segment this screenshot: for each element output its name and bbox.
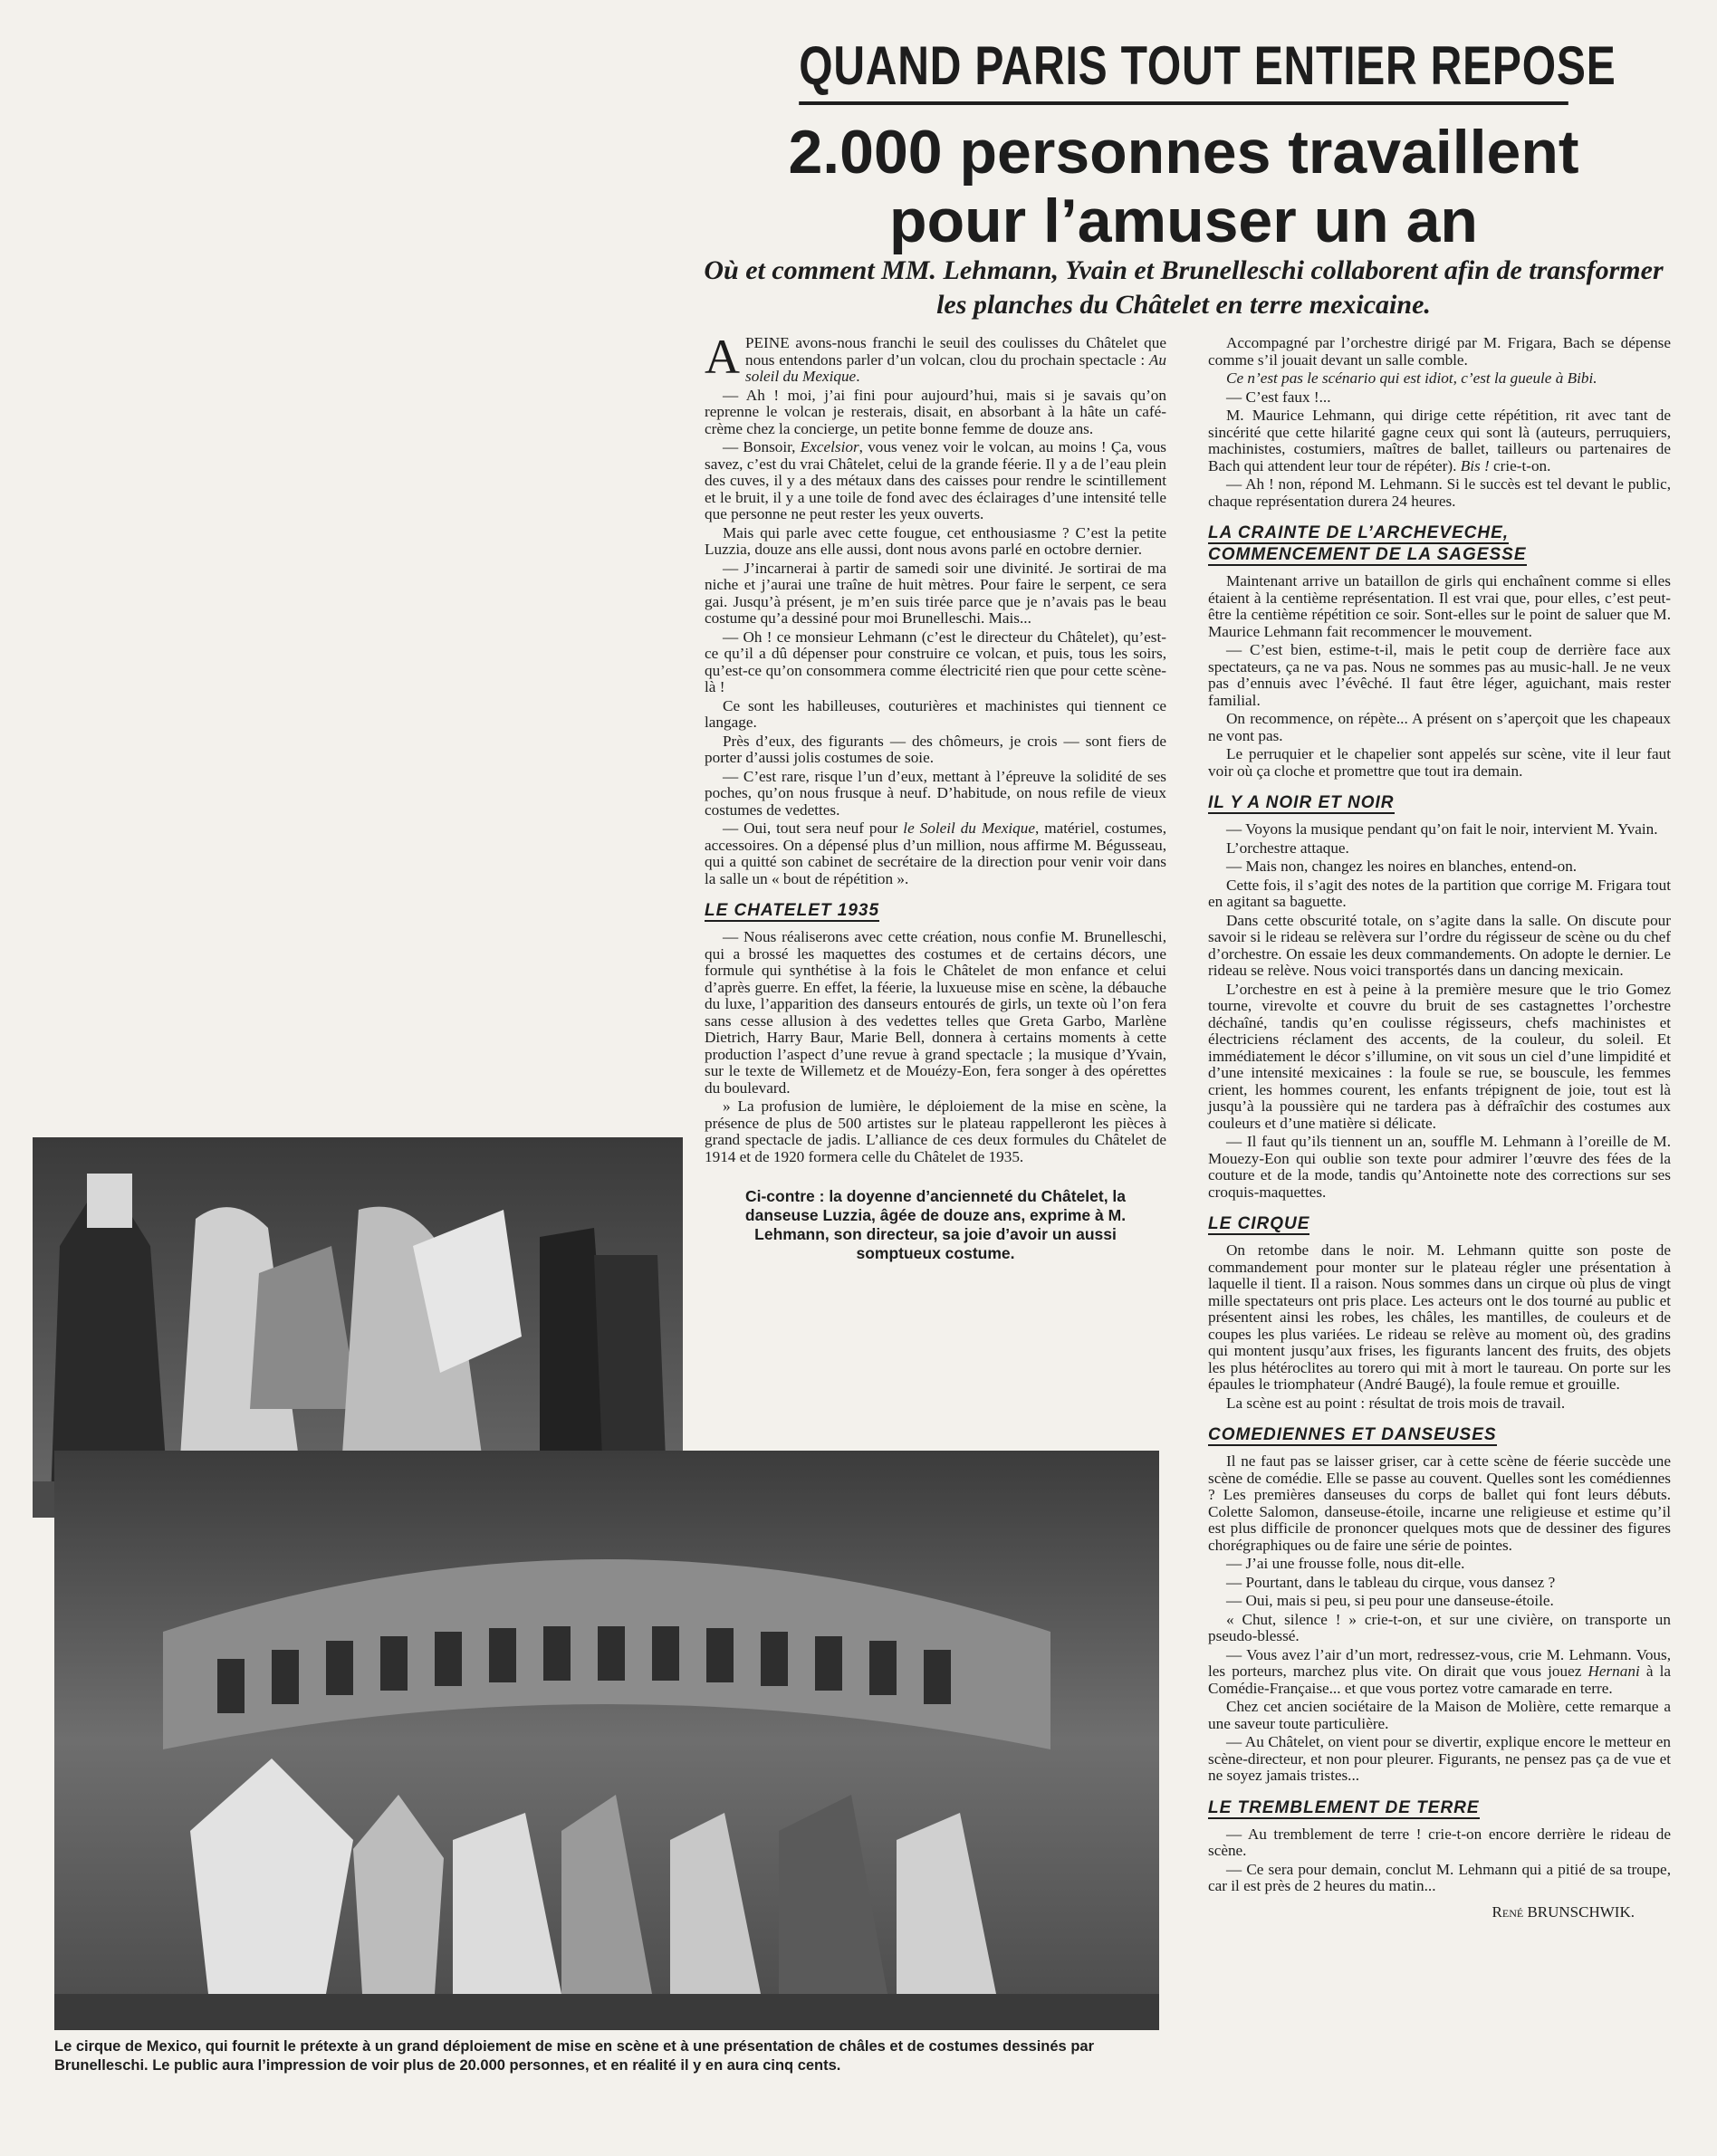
section-heading: LE CHATELET 1935	[705, 901, 880, 920]
paragraph: Ce sont les habilleuses, couturières et machinistes qui tiennent ce langage.	[705, 696, 1166, 731]
quote-line: Ce n’est pas le scénario qui est idiot, c’est la gueule à Bibi.	[1226, 369, 1597, 387]
photo-cirque-de-mexico	[54, 1451, 1159, 2030]
section-heading: LE TREMBLEMENT DE TERRE	[1208, 1797, 1480, 1817]
section-heading: LE CIRQUE	[1208, 1214, 1310, 1233]
photo-caption-luzzia: Ci-contre : la doyenne d’ancienneté du Châtelet, la danseuse Luzzia, âgée de douze ans, exprime à M. Lehmann, son directeur, sa joie d’avoir un aussi somptueux costume.	[744, 1187, 1127, 1262]
paragraph: Près d’eux, des figurants — des chômeurs, je crois — sont fiers de porter d’aussi jolis costumes de soie.	[705, 732, 1166, 766]
paragraph: M. Maurice Lehmann, qui dirige cette répétition, rit avec tant de sincérité que cette hilarité gagne ceux qui sont là (auteurs, perruquiers, machinistes, costumiers, maîtres de ballet, tailleurs ou partenaires de Bach qui attendent leur tour de répéter). Bis ! crie-t-on.	[1208, 407, 1671, 474]
paragraph: — Mais non, changez les noires en blanches, entend-on.	[1226, 858, 1578, 875]
paragraph: Maintenant arrive un bataillon de girls qui enchaînent comme si elles étaient à la centième représentation. Il est vrai que, pour elles, c’est peut-être la centième répétition ce soir. Sont-elles sur le point de saluer que M. Maurice Lehmann fait recommencer le mouvement.	[1208, 572, 1671, 640]
photo-caption-cirque: Le cirque de Mexico, qui fournit le prétexte à un grand déploiement de mise en scène et à une présentation de châles et de costumes dessinés par Brunelleschi. Le public aura l’impression de voir plus de 20.000 personnes, et en réalité il y en aura cinq cents.	[54, 2038, 1094, 2074]
paragraph: Mais qui parle avec cette fougue, cet enthousiasme ? C’est la petite Luzzia, douze ans elle aussi, dont nous avons parlé en octobre dernier.	[705, 523, 1166, 558]
paragraph: — Bonsoir, Excelsior, vous venez voir le volcan, au moins ! Ça, vous savez, c’est du vrai Châtelet, celui de la grande féerie. Il y a de l’eau plein des cuves, il y a des métaux dans des caisses pour rendre le scintillement et le bruit, il y a une toile de fond avec des éclairages d’une intensité telle que personne ne peut rester les yeux ouverts.	[705, 438, 1166, 522]
paragraph: — C’est bien, estime-t-il, mais le petit coup de derrière face aux spectateurs, ça ne va pas. Nous ne sommes pas au music-hall. Je ne veux pas d’ennuis avec l’évêché. Il faut être léger, aguichant, mais rester familial.	[1208, 641, 1671, 709]
article-column-1	[705, 330, 1167, 1263]
section-heading: IL Y A NOIR ET NOIR	[1208, 793, 1395, 812]
paragraph: Il ne faut pas se laisser griser, car à cette scène de féerie succède une scène de comédie. Elle se passe au couvent. Quelles sont les comédiennes ? Les premières danseuses du corps de ballet qui font leurs débuts. Colette Salomon, danseuse-étoile, incarne une religieuse et estime qu’il est plus difficile de prononcer quelques mots que de dessiner des figures chorégraphiques ou de faire une série de pointes.	[1208, 1452, 1671, 1554]
paragraph: Le perruquier et le chapelier sont appelés sur scène, vite il leur faut voir où ça cloche et promettre que tout ira demain.	[1208, 745, 1671, 780]
paragraph: — Voyons la musique pendant qu’on fait le noir, intervient M. Yvain.	[1226, 820, 1658, 838]
paragraph: — Ah ! non, répond M. Lehmann. Si le succès est tel devant le public, chaque représentation durera 24 heures.	[1208, 475, 1671, 510]
paragraph: — Oui, tout sera neuf pour le Soleil du Mexique, matériel, costumes, accessoires. On a dépensé plus d’un million, nous affirme M. Bégusseau, qui a quitté son cabinet de secrétaire de la direction pour venir voir dans la salle un « bout de répétition ».	[705, 819, 1167, 887]
paragraph: On retombe dans le noir. M. Lehmann quitte son poste de commandement pour monter sur le plateau régler une présentation à laquelle il tient. Il a raison. Nous sommes dans un cirque où plus de vingt mille spectateurs ont pris place. Les acteurs ont le dos tourné au public et présentent ainsi les robes, les châles, les mantilles, de couleurs et de coupes les plus variées. Le rideau se relève au moment où, des gradins qui montent jusqu’aux frises, les figurants lancent des fruits, des objets les plus hétéroclites au torero qui mit à mort le taureau. On porte sur les épaules le triomphateur (André Baugé), la foule remue et grouille.	[1208, 1241, 1671, 1393]
paragraph: Dans cette obscurité totale, on s’agite dans la salle. On discute pour savoir si le rideau se relèvera sur l’ordre du régisseur de scène ou du chef d’orchestre. On essaie les deux commandements. On adopte le dernier. Le rideau se relève. Nous voici transportés dans un dancing mexicain.	[1208, 911, 1671, 979]
article-column-2	[1208, 335, 1671, 1921]
main-headline	[703, 118, 1664, 255]
paragraph: — Oh ! ce monsieur Lehmann (c’est le directeur du Châtelet), qu’est-ce qu’il a dû dépenser pour construire ce volcan, et puis, tous les soirs, qu’est-ce qu’on consommera comme électricité rien que pour cette scène-là !	[705, 628, 1166, 695]
paragraph: — Il faut qu’ils tiennent un an, souffle M. Lehmann à l’oreille de M. Mouezy-Eon qui oublie son texte pour admirer l’œuvre des fées de la couture et de la mode, tandis qu’Antoinette note des corrections sur ses croquis-maquettes.	[1208, 1133, 1671, 1201]
paragraph: — J’incarnerai à partir de samedi soir une divinité. Je sortirai de ma niche et j’aurai une traîne de huit mètres. Pour faire le serpent, ce sera gai. Jusqu’à présent, je m’en suis tirée parce que je n’avais pas le beau costume qu’a dessiné pour moi Brunelleschi. Mais...	[705, 559, 1166, 627]
author-signature: René BRUNSCHWIK.	[1492, 1902, 1635, 1921]
paragraph: — Ah ! moi, j’ai fini pour aujourd’hui, mais si je savais qu’on reprenne le volcan je resterais, disait, en absorbant à la hâte un café-crème chez la concierge, un petite bonne femme de douze ans.	[705, 386, 1166, 437]
paragraph: — Ce sera pour demain, conclut M. Lehmann qui a pitié de sa troupe, car il est près de 2 heures du matin...	[1208, 1860, 1671, 1894]
headline-line-2: pour l’amuser un an	[889, 187, 1478, 255]
paragraph: Chez cet ancien sociétaire de la Maison de Molière, cette remarque a une saveur toute particulière.	[1208, 1698, 1671, 1732]
section-heading: LA CRAINTE DE L’ARCHEVECHE, COMMENCEMENT DE LA SAGESSE	[1208, 523, 1527, 564]
paragraph: — Pourtant, dans le tableau du cirque, vous dansez ?	[1226, 1573, 1556, 1591]
paragraph: — Vous avez l’air d’un mort, redressez-vous, crie M. Lehmann. Vous, les porteurs, marchez plus vite. On dirait que vous jouez Hernani à la Comédie-Française... et que vous portez votre camarade en terre.	[1208, 1645, 1671, 1697]
paragraph: Cette fois, il s’agit des notes de la partition que corrige M. Frigara tout en agitant sa baguette.	[1208, 876, 1671, 910]
paragraph: » La profusion de lumière, le déploiement de la mise en scène, la présence de plus de 500 artistes sur le plateau rappelleront les pièces à grand spectacle de jadis. L’alliance de ces deux formules du Châtelet de 1914 et de 1920 formera celle du Châtelet de 1935.	[705, 1097, 1166, 1165]
paragraph: On recommence, on répète... A présent on s’aperçoit que les chapeaux ne vont pas.	[1208, 710, 1671, 744]
headline-line-1: 2.000 personnes travaillent	[788, 118, 1579, 187]
paragraph: « Chut, silence ! » crie-t-on, et sur une civière, on transporte un pseudo-blessé.	[1208, 1610, 1671, 1644]
paragraph: — Nous réaliserons avec cette création, nous confie M. Brunelleschi, qui a brossé les maquettes des costumes et de certains décors, une formule qui synthétise à la fois le Châtelet de mon enfance et celui d’après guerre. En effet, la féerie, la luxueuse mise en scène, la débauche du luxe, l’apparition des danseurs entourés de girls, un texte où l’on fera sans cesse allusion à des vedettes telles que Greta Garbo, Marlène Dietrich, Harry Baur, Marie Bell, donnera à certains moments à cette production l’aspect d’une revue à grand spectacle ; la musique d’Yvain, sur le texte de Willemetz et de Mouézy-Eon, fera songer à des opérettes du boulevard.	[705, 928, 1166, 1097]
drop-cap: A	[705, 330, 740, 384]
paragraph: — Au Châtelet, on vient pour se divertir, explique encore le metteur en scène-directeur, et non pour pleurer. Figurants, ne pensez pas ça de vue et ne soyez jamais tristes...	[1208, 1733, 1671, 1784]
paragraph: — J’ai une frousse folle, nous dit-elle.	[1226, 1555, 1465, 1572]
paragraph: L’orchestre attaque.	[1226, 838, 1349, 857]
paragraph: Accompagné par l’orchestre dirigé par M. Frigara, Bach se dépense comme s’il jouait devant un salle comble.	[1208, 334, 1671, 369]
paragraph: — Au tremblement de terre ! crie-t-on encore derrière le rideau de scène.	[1208, 1825, 1671, 1859]
deck-subheadline: Où et comment MM. Lehmann, Yvain et Brunelleschi collaborent afin de transformer les planches du Châtelet en terre mexicaine.	[704, 255, 1664, 320]
section-heading: COMEDIENNES ET DANSEUSES	[1208, 1425, 1497, 1444]
paragraph: La scène est au point : résultat de trois mois de travail.	[1226, 1394, 1566, 1412]
paragraph: L’orchestre en est à peine à la première mesure que le trio Gomez tourne, virevolte et couvre du bruit de ses castagnettes l’orchestre déchaîné, tandis qu’en coulisse régisseurs, chefs machinistes et électriciens réclament des accents, de la couleur, du soleil. Et immédiatement le décor s’illumine, on vit sous un ciel d’une limpidité et d’une intensité mexicaines : la foule se rue, se bouscule, les femmes crient, les hommes courent, les enfants trépignent de joie, tout est là jusqu’à la poussière qui ne tardera pas à défraîchir des costumes aux couleurs et d’une matière si délicate.	[1208, 980, 1671, 1132]
paragraph: — C’est rare, risque l’un d’eux, mettant à l’épreuve la solidité de ses poches, qu’on nous frusque à neuf. D’habitude, on nous refile de vieux costumes de vedettes.	[705, 767, 1166, 819]
lead-paragraph: APEINE avons-nous franchi le seuil des coulisses du Châtelet que nous entendons parler d’un volcan, clou du prochain spectacle : Au soleil du Mexique.	[705, 330, 1166, 385]
kicker-headline: QUAND PARIS TOUT ENTIER REPOSE	[799, 34, 1568, 105]
paragraph: — C’est faux !...	[1226, 388, 1331, 406]
paragraph: — Oui, mais si peu, si peu pour une danseuse-étoile.	[1226, 1592, 1554, 1609]
